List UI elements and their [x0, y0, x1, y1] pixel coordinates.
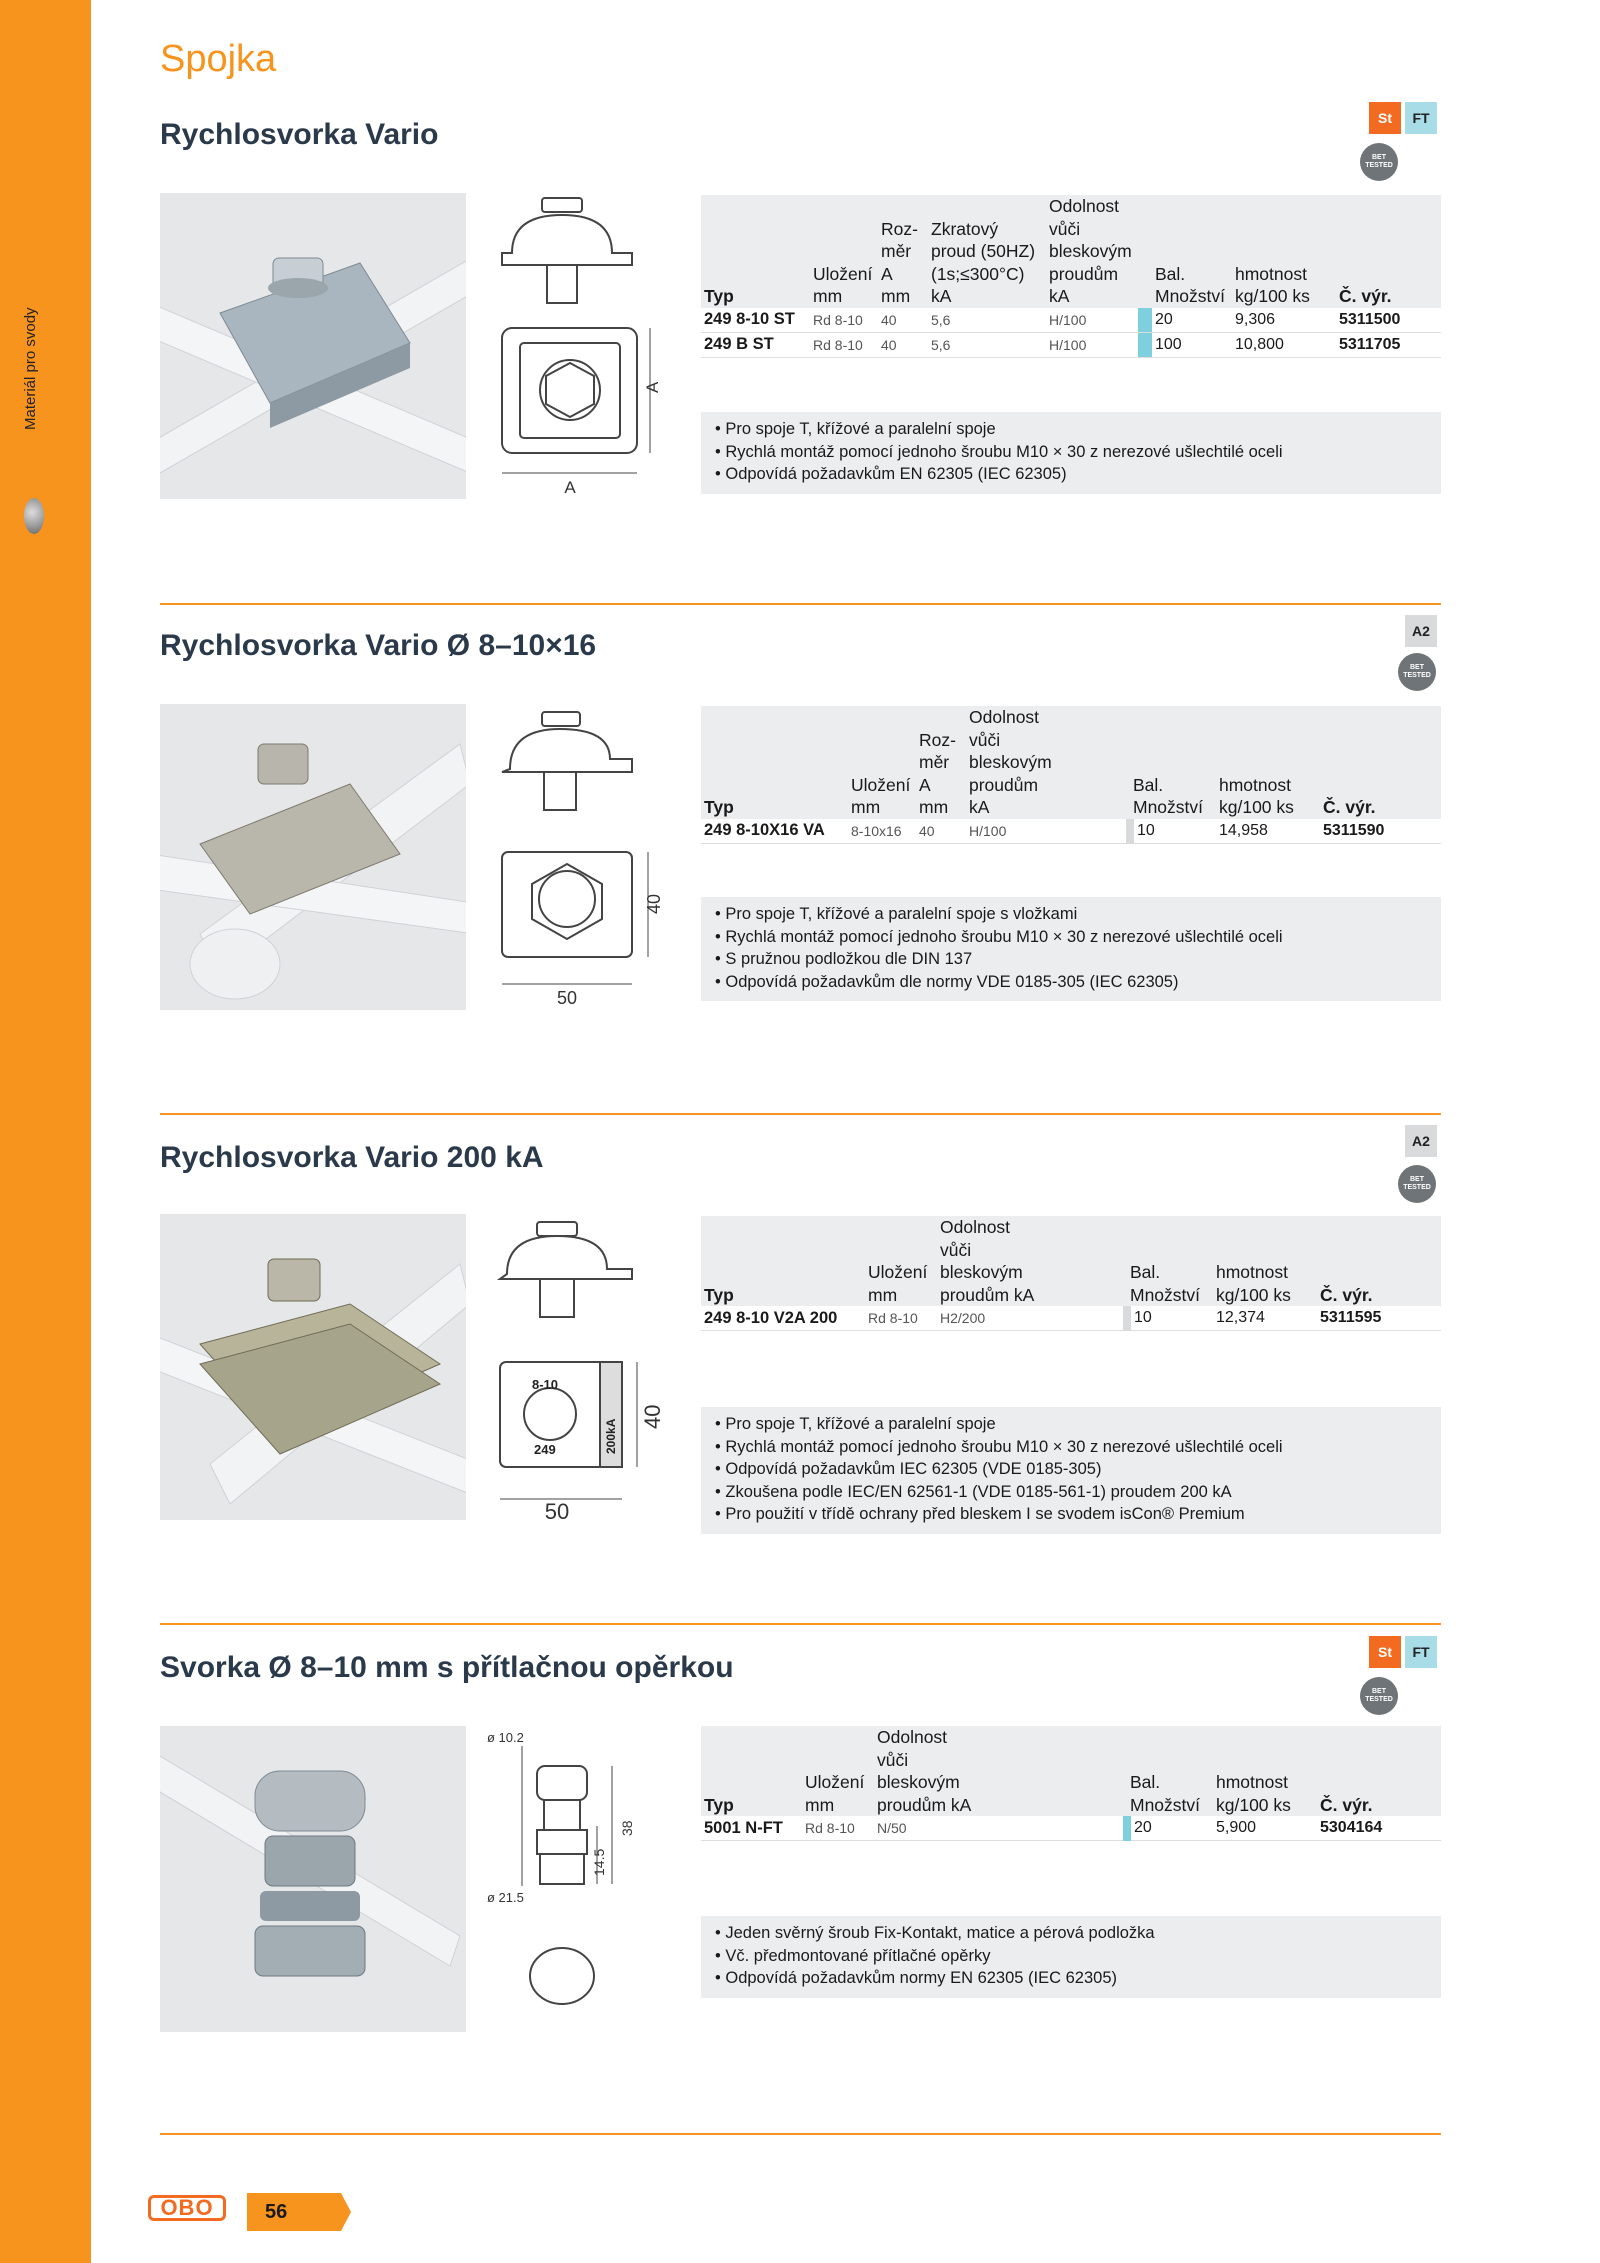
- feature-list: [701, 412, 1441, 494]
- dimension-drawing: [482, 704, 670, 1010]
- col-ulozeni: Uložení mm: [802, 1726, 874, 1816]
- col-odolnost: Odolnost vůči bleskovým proudům kA: [937, 1216, 1039, 1306]
- feature-item: • Vč. předmontované přítlačné opěrky: [715, 1945, 1431, 1968]
- feature-list: [701, 1407, 1441, 1534]
- col-bal: Bal. Množství: [1127, 1726, 1213, 1816]
- section-title: Rychlosvorka Vario Ø 8–10×16: [160, 629, 597, 662]
- section-divider: [160, 1113, 1441, 1115]
- product-section-3: [160, 1113, 1441, 1533]
- col-typ: Typ: [701, 1726, 802, 1816]
- table-row: 249 8-10 ST Rd 8-10 40 5,6 H/100 20 9,306 5311500: [701, 308, 1441, 333]
- page-number-tab: [247, 2193, 351, 2231]
- feature-list: [701, 1916, 1441, 1998]
- section-title: Rychlosvorka Vario 200 kA: [160, 1141, 544, 1174]
- obo-logo: OBO: [148, 2195, 226, 2221]
- feature-item: • Rychlá montáž pomocí jednoho šroubu M10 × 30 z nerezové ušlechtilé oceli: [715, 441, 1431, 464]
- dimension-drawing: [482, 193, 670, 499]
- feature-item: • Rychlá montáž pomocí jednoho šroubu M10 × 30 z nerezové ušlechtilé oceli: [715, 926, 1431, 949]
- col-cvyr: Č. výr.: [1317, 1726, 1441, 1816]
- dim-width: 50: [556, 988, 578, 1008]
- bet-tested-icon: BET TESTED: [1360, 143, 1398, 181]
- mark-type: 249: [534, 1442, 556, 1457]
- feature-item: • S pružnou podložkou dle DIN 137: [715, 948, 1431, 971]
- col-typ: Typ: [701, 706, 848, 819]
- col-hmotnost: hmotnost kg/100 ks: [1213, 1726, 1317, 1816]
- dim-height: 40: [640, 1404, 665, 1429]
- product-photo: [160, 1214, 466, 1520]
- material-badge: St: [1369, 102, 1401, 134]
- feature-item: • Odpovídá požadavkům normy EN 62305 (IEC 62305): [715, 1967, 1431, 1990]
- feature-item: • Zkoušena podle IEC/EN 62561-1 (VDE 0185-561-1) proudem 200 kA: [715, 1481, 1431, 1504]
- bet-tested-icon: BET TESTED: [1360, 1677, 1398, 1715]
- col-empty: [1039, 1216, 1127, 1306]
- dim-bolt-diameter: ø 10.2: [487, 1730, 524, 1745]
- side-label: Materiál pro svody: [22, 307, 39, 430]
- product-table: [701, 1216, 1441, 1331]
- table-row: 249 8-10 V2A 200 Rd 8-10 H2/200 10 12,374 5311595: [701, 1306, 1441, 1331]
- mark-size: 8-10: [532, 1377, 559, 1392]
- product-section-4: [160, 1623, 1441, 2043]
- section-title: Svorka Ø 8–10 mm s přítlačnou opěrkou: [160, 1651, 734, 1684]
- dim-lower-height: 14.5: [591, 1848, 607, 1876]
- col-odolnost: Odolnost vůči bleskovým proudům kA: [1046, 195, 1138, 308]
- col-hmotnost: hmotnost kg/100 ks: [1232, 195, 1336, 308]
- product-photo: [160, 704, 466, 1010]
- dim-total-height: 38: [619, 1820, 635, 1836]
- col-zkratovy: Zkratový proud (50HZ) (1s;≤300°C) kA: [928, 195, 1046, 308]
- page-title: Spojka: [160, 38, 277, 80]
- dim-width: 50: [544, 1499, 570, 1520]
- col-empty: [976, 1726, 1127, 1816]
- col-rozmer: Roz- měr A mm: [878, 195, 928, 308]
- dim-a-height: A: [643, 381, 662, 393]
- table-row: 5001 N-FT Rd 8-10 N/50 20 5,900 5304164: [701, 1816, 1441, 1841]
- product-photo: [160, 193, 466, 499]
- table-row: 249 B ST Rd 8-10 40 5,6 H/100 100 10,800 5311705: [701, 332, 1441, 357]
- product-table: [701, 1726, 1441, 1841]
- col-hmotnost: hmotnost kg/100 ks: [1213, 1216, 1317, 1306]
- feature-item: • Jeden svěrný šroub Fix-Kontakt, matice a pérová podložka: [715, 1922, 1431, 1945]
- col-odolnost: Odolnost vůči bleskovým proudům kA: [966, 706, 1064, 819]
- product-table: [701, 706, 1441, 844]
- section-icon: [24, 498, 44, 534]
- col-cvyr: Č. výr.: [1336, 195, 1441, 308]
- bet-tested-icon: BET TESTED: [1398, 653, 1436, 691]
- col-typ: Typ: [701, 1216, 865, 1306]
- col-empty: [1064, 706, 1130, 819]
- section-divider: [160, 603, 1441, 605]
- dim-nut-diameter: ø 21.5: [487, 1890, 524, 1905]
- mark-rating: 200kA: [604, 1418, 618, 1454]
- product-section-2: [160, 603, 1441, 1023]
- dimension-drawing: [482, 1726, 670, 2032]
- material-badge: A2: [1405, 615, 1437, 647]
- sidebar: [0, 0, 91, 2263]
- col-bal: Bal. Množství: [1130, 706, 1216, 819]
- feature-item: • Pro spoje T, křížové a paralelní spoje s vložkami: [715, 903, 1431, 926]
- product-section-1: [160, 100, 1441, 500]
- feature-item: • Rychlá montáž pomocí jednoho šroubu M10 × 30 z nerezové ušlechtilé oceli: [715, 1436, 1431, 1459]
- feature-item: • Odpovídá požadavkům EN 62305 (IEC 62305): [715, 463, 1431, 486]
- section-divider: [160, 1623, 1441, 1625]
- feature-item: • Pro spoje T, křížové a paralelní spoje: [715, 418, 1431, 441]
- feature-item: • Odpovídá požadavkům dle normy VDE 0185-305 (IEC 62305): [715, 971, 1431, 994]
- bet-tested-icon: BET TESTED: [1398, 1165, 1436, 1203]
- table-row: 249 8-10X16 VA 8-10x16 40 H/100 10 14,958 5311590: [701, 819, 1441, 844]
- footer-divider: [160, 2133, 1441, 2135]
- product-table: [701, 195, 1441, 358]
- finish-badge: FT: [1405, 1636, 1437, 1668]
- col-bal: Bal. Množství: [1152, 195, 1232, 308]
- feature-list: [701, 897, 1441, 1001]
- col-ulozeni: Uložení mm: [865, 1216, 937, 1306]
- dimension-drawing: [482, 1214, 670, 1520]
- section-title: Rychlosvorka Vario: [160, 118, 439, 151]
- product-photo: [160, 1726, 466, 2032]
- col-cvyr: Č. výr.: [1320, 706, 1441, 819]
- dim-a-width: A: [564, 478, 576, 497]
- col-bar: [1138, 195, 1152, 308]
- dim-height: 40: [644, 893, 664, 914]
- page-number: 56: [265, 2201, 288, 2223]
- col-odolnost: Odolnost vůči bleskovým proudům kA: [874, 1726, 976, 1816]
- col-cvyr: Č. výr.: [1317, 1216, 1441, 1306]
- col-bal: Bal. Množství: [1127, 1216, 1213, 1306]
- material-badge: St: [1369, 1636, 1401, 1668]
- col-rozmer: Roz- měr A mm: [916, 706, 966, 819]
- feature-item: • Odpovídá požadavkům IEC 62305 (VDE 0185-305): [715, 1458, 1431, 1481]
- col-hmotnost: hmotnost kg/100 ks: [1216, 706, 1320, 819]
- material-badge: A2: [1405, 1125, 1437, 1157]
- finish-badge: FT: [1405, 102, 1437, 134]
- col-ulozeni: Uložení mm: [848, 706, 916, 819]
- feature-item: • Pro použití v třídě ochrany před bleskem I se svodem isCon® Premium: [715, 1503, 1431, 1526]
- col-ulozeni: Uložení mm: [810, 195, 878, 308]
- col-typ: Typ: [701, 195, 810, 308]
- feature-item: • Pro spoje T, křížové a paralelní spoje: [715, 1413, 1431, 1436]
